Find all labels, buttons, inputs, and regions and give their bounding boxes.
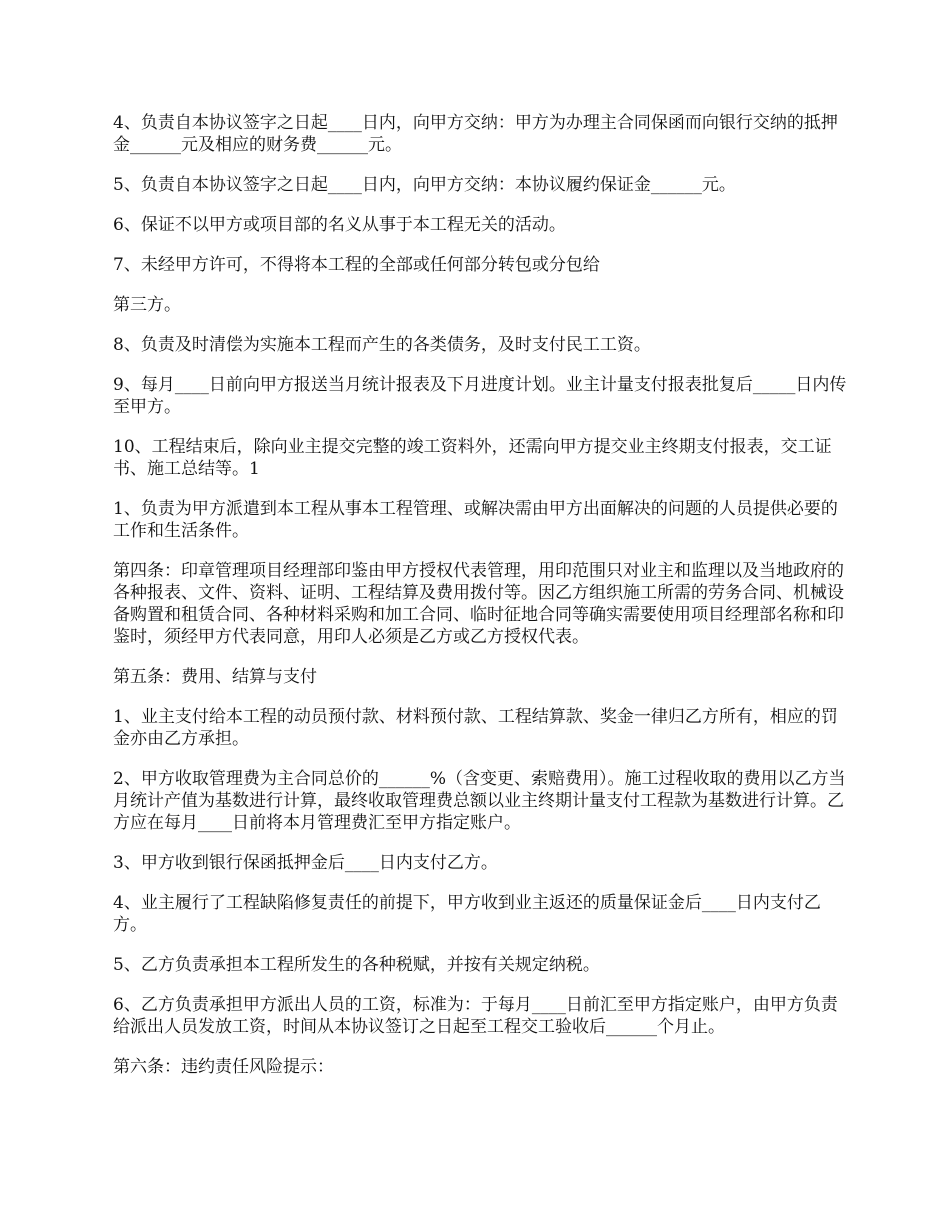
- clause-paragraph: 4、负责自本协议签字之日起____日内，向甲方交纳：甲方为办理主合同保函而向银行交纳的抵押金______元及相应的财务费______元。: [113, 113, 838, 155]
- article-heading: 第六条：违约责任风险提示：: [113, 1057, 334, 1077]
- clause-paragraph: 9、每月____日前向甲方报送当月统计报表及下月进度计划。业主计量支付报表批复后_____日内传至甲方。: [113, 375, 847, 417]
- document-body: [113, 112, 853, 1096]
- clause-paragraph: 1、负责为甲方派遣到本工程从事本工程管理、或解决需由甲方出面解决的问题的人员提供必要的工作和生活条件。: [113, 499, 838, 541]
- clause-paragraph: 4、业主履行了工程缺陷修复责任的前提下，甲方收到业主返还的质量保证金后____日内支付乙方。: [113, 893, 821, 935]
- clause-paragraph: 7、未经甲方许可，不得将本工程的全部或任何部分转包或分包给: [113, 255, 600, 275]
- clause-paragraph: 6、乙方负责承担甲方派出人员的工资，标准为：于每月____日前汇至甲方指定账户，由甲方负责给派出人员发放工资，时间从本协议签订之日起至工程交工验收后______个月止。: [113, 995, 838, 1037]
- clause-paragraph: 第三方。: [113, 295, 181, 315]
- article-heading: 第五条：费用、结算与支付: [113, 667, 317, 687]
- clause-paragraph: 5、负责自本协议签字之日起____日内，向甲方交纳：本协议履约保证金______元。: [113, 175, 736, 195]
- clause-paragraph: 1、业主支付给本工程的动员预付款、材料预付款、工程结算款、奖金一律归乙方所有，相应的罚金亦由乙方承担。: [113, 707, 838, 749]
- article-paragraph: 第四条：印章管理项目经理部印鉴由甲方授权代表管理，用印范围只对业主和监理以及当地政府的各种报表、文件、资料、证明、工程结算及费用拨付等。因乙方组织施工所需的劳务合同、机械设备购置和租赁合同、各种材料采购和加工合同、临时征地合同等确实需要使用项目经理部名称和印鉴时，须经甲方代表同意，用印人必须是乙方或乙方授权代表。: [113, 561, 844, 647]
- clause-paragraph: 3、甲方收到银行保函抵押金后____日内支付乙方。: [113, 853, 498, 873]
- clause-paragraph: 2、甲方收取管理费为主合同总价的______%（含变更、索赔费用）。施工过程收取的费用以乙方当月统计产值为基数进行计算，最终收取管理费总额以业主终期计量支付工程款为基数进行计算。乙方应在每月____日前将本月管理费汇至甲方指定账户。: [113, 769, 846, 833]
- clause-paragraph: 10、工程结束后，除向业主提交完整的竣工资料外，还需向甲方提交业主终期支付报表，交工证书、施工总结等。1: [113, 437, 832, 479]
- clause-paragraph: 8、负责及时清偿为实施本工程而产生的各类债务，及时支付民工工资。: [113, 335, 651, 355]
- clause-paragraph: 5、乙方负责承担本工程所发生的各种税赋，并按有关规定纳税。: [113, 955, 600, 975]
- clause-paragraph: 6、保证不以甲方或项目部的名义从事于本工程无关的活动。: [113, 215, 566, 235]
